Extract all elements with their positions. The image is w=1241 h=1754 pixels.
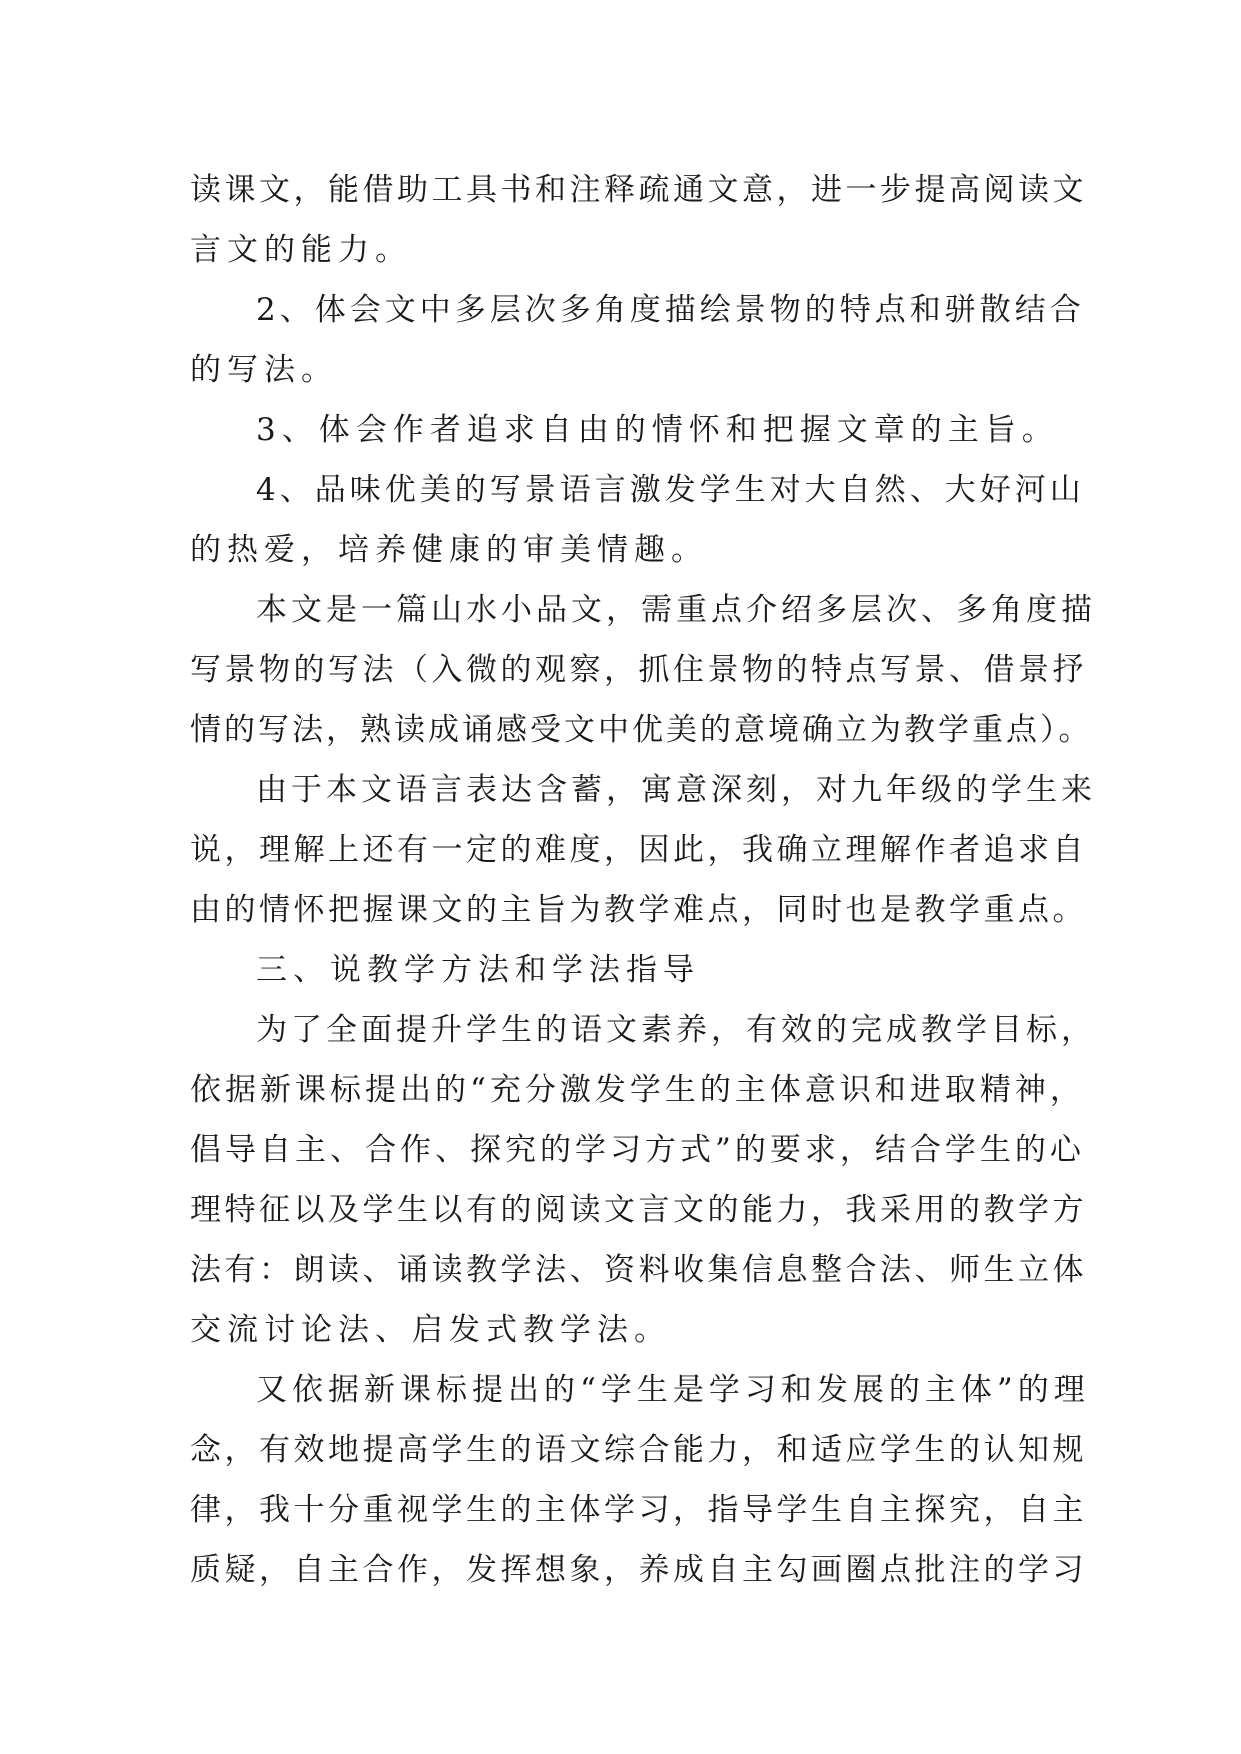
text-line: 理特征以及学生以有的阅读文言文的能力，我采用的教学方 <box>190 1192 1087 1228</box>
text-line: 律，我十分重视学生的主体学习，指导学生自主探究，自主 <box>190 1492 1087 1528</box>
text-line: 写景物的写法（入微的观察，抓住景物的特点写景、借景抒 <box>190 652 1087 688</box>
section-heading: 三、说教学方法和学法指导 <box>256 952 700 988</box>
text-line: 的热爱，培养健康的审美情趣。 <box>190 532 708 568</box>
text-line: 由于本文语言表达含蓄，寓意深刻，对九年级的学生来 <box>256 772 1096 808</box>
text-line: 念，有效地提高学生的语文综合能力，和适应学生的认知规 <box>190 1432 1087 1468</box>
text-line: 由的情怀把握课文的主旨为教学难点，同时也是教学重点。 <box>190 892 1087 928</box>
text-line: 交流讨论法、启发式教学法。 <box>190 1312 671 1348</box>
text-line: 2、体会文中多层次多角度描绘景物的特点和骈散结合 <box>256 292 1085 328</box>
text-line: 3、体会作者追求自由的情怀和把握文章的主旨。 <box>256 412 1059 448</box>
body-text <box>190 160 1096 1600</box>
text-line: 的写法。 <box>190 352 338 388</box>
text-line: 读课文，能借助工具书和注释疏通文意，进一步提高阅读文 <box>190 172 1087 208</box>
text-line: 倡导自主、合作、探究的学习方式”的要求，结合学生的心 <box>190 1132 1085 1168</box>
text-line: 言文的能力。 <box>190 232 412 268</box>
text-line: 又依据新课标提出的“学生是学习和发展的主体”的理 <box>256 1372 1090 1408</box>
text-line: 法有：朗读、诵读教学法、资料收集信息整合法、师生立体 <box>190 1252 1087 1288</box>
text-line: 依据新课标提出的“充分激发学生的主体意识和进取精神， <box>190 1072 1085 1108</box>
text-line: 4、品味优美的写景语言激发学生对大自然、大好河山 <box>256 472 1085 508</box>
text-line: 本文是一篇山水小品文，需重点介绍多层次、多角度描 <box>256 592 1096 628</box>
text-line: 为了全面提升学生的语文素养，有效的完成教学目标， <box>256 1012 1096 1048</box>
text-line: 说，理解上还有一定的难度，因此，我确立理解作者追求自 <box>190 832 1087 868</box>
text-line: 质疑，自主合作，发挥想象，养成自主勾画圈点批注的学习 <box>190 1552 1087 1588</box>
text-line: 情的写法，熟读成诵感受文中优美的意境确立为教学重点）。 <box>190 712 1093 748</box>
